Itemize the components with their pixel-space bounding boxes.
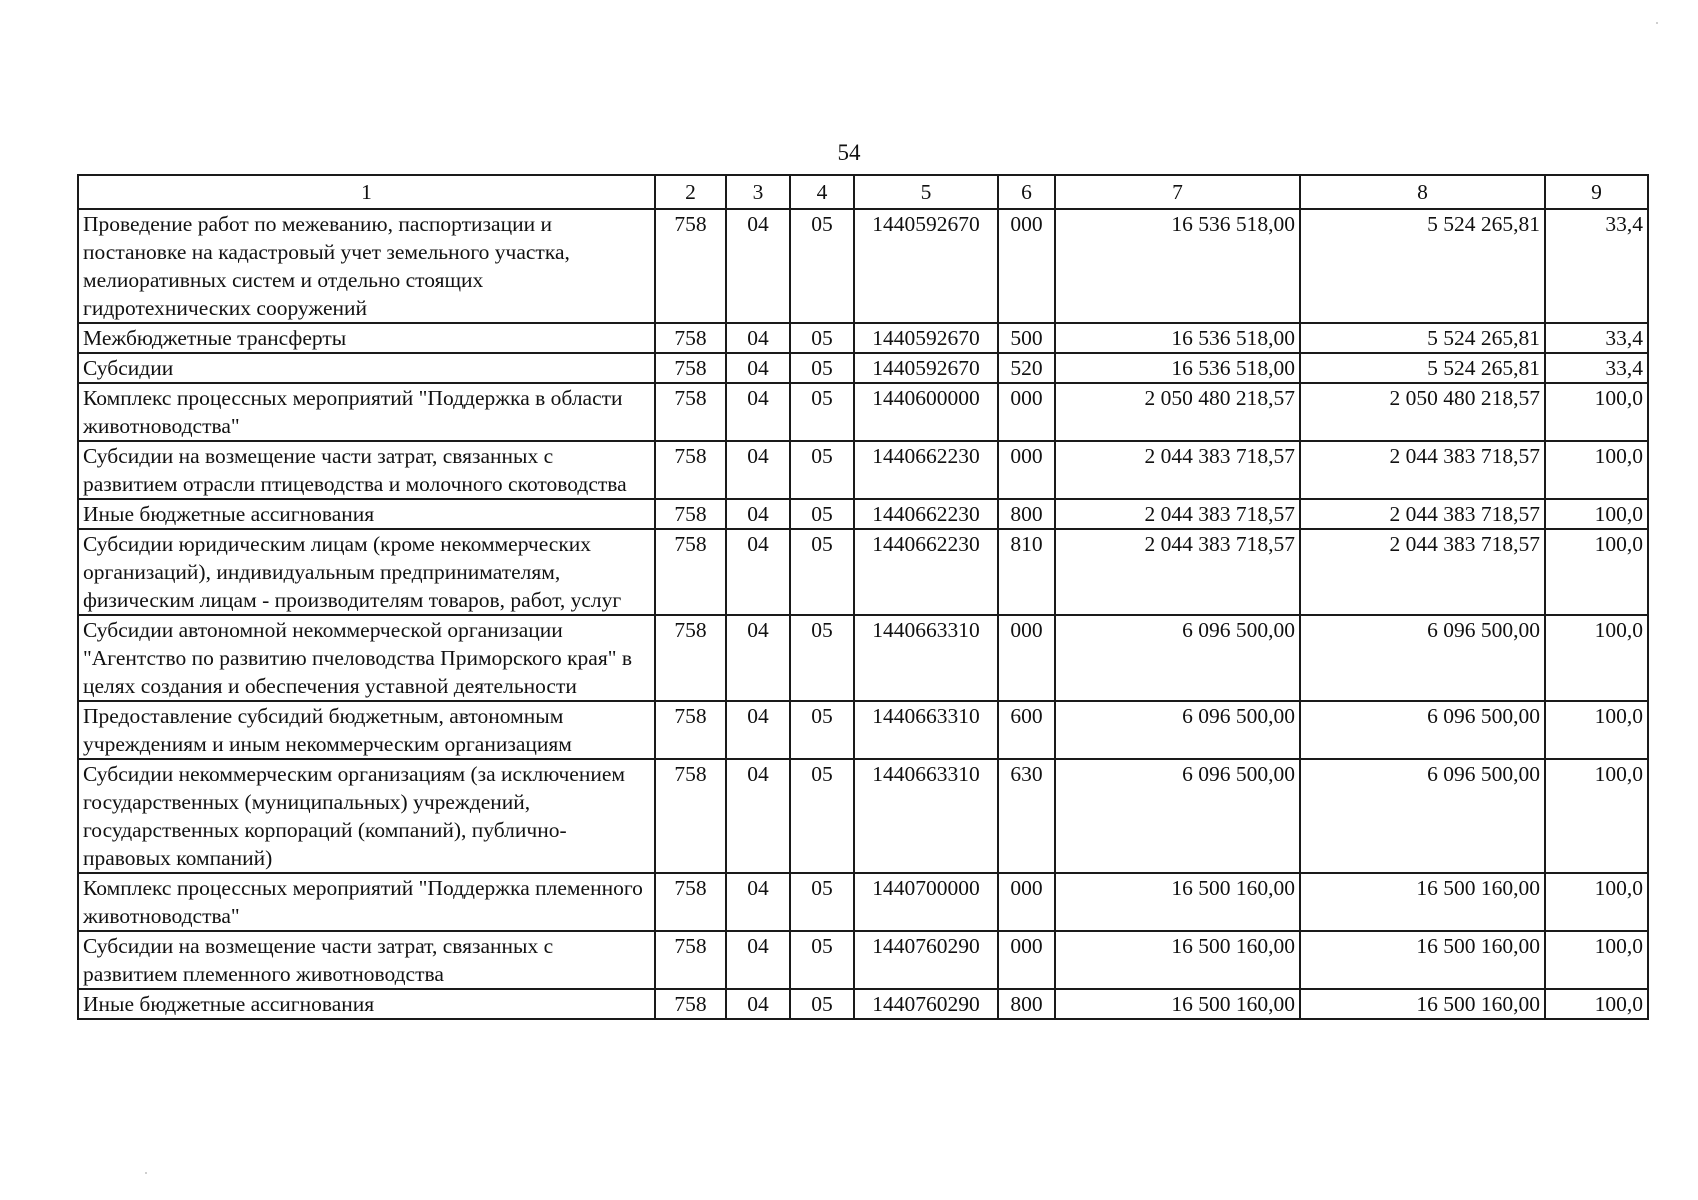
executed-amount: 6 096 500,00	[1300, 759, 1545, 873]
executed-amount: 6 096 500,00	[1300, 701, 1545, 759]
subsection-code: 05	[790, 615, 854, 701]
ministry-code: 758	[655, 383, 726, 441]
scan-speck	[1656, 22, 1658, 24]
planned-amount: 6 096 500,00	[1055, 615, 1300, 701]
item-name: Предоставление субсидий бюджетным, автономным учреждениям и иным некоммерческим организациям	[78, 701, 655, 759]
ministry-code: 758	[655, 529, 726, 615]
execution-percent: 100,0	[1545, 383, 1648, 441]
target-article-code: 1440663310	[854, 615, 998, 701]
planned-amount: 2 044 383 718,57	[1055, 529, 1300, 615]
execution-percent: 100,0	[1545, 441, 1648, 499]
table-row	[78, 873, 1648, 931]
target-article-code: 1440760290	[854, 989, 998, 1019]
subsection-code: 05	[790, 529, 854, 615]
ministry-code: 758	[655, 615, 726, 701]
item-name: Субсидии некоммерческим организациям (за исключением государственных (муниципальных) учреждений, государственных корпораций (компаний), публично-правовых компаний)	[78, 759, 655, 873]
expense-type-code: 000	[998, 615, 1055, 701]
target-article-code: 1440760290	[854, 931, 998, 989]
ministry-code: 758	[655, 873, 726, 931]
subsection-code: 05	[790, 931, 854, 989]
expense-type-code: 000	[998, 873, 1055, 931]
planned-amount: 2 044 383 718,57	[1055, 441, 1300, 499]
expense-type-code: 600	[998, 701, 1055, 759]
section-code: 04	[726, 499, 790, 529]
section-code: 04	[726, 989, 790, 1019]
target-article-code: 1440592670	[854, 209, 998, 323]
item-name: Иные бюджетные ассигнования	[78, 499, 655, 529]
expense-type-code: 000	[998, 209, 1055, 323]
planned-amount: 6 096 500,00	[1055, 759, 1300, 873]
expense-type-code: 000	[998, 441, 1055, 499]
ministry-code: 758	[655, 989, 726, 1019]
executed-amount: 5 524 265,81	[1300, 209, 1545, 323]
execution-percent: 100,0	[1545, 931, 1648, 989]
execution-percent: 33,4	[1545, 353, 1648, 383]
planned-amount: 16 536 518,00	[1055, 323, 1300, 353]
ministry-code: 758	[655, 209, 726, 323]
expense-type-code: 630	[998, 759, 1055, 873]
table-row	[78, 701, 1648, 759]
item-name: Субсидии юридическим лицам (кроме некоммерческих организаций), индивидуальным предпринимателям, физическим лицам - производителям товаров, работ, услуг	[78, 529, 655, 615]
expense-type-code: 520	[998, 353, 1055, 383]
column-header-4: 4	[790, 175, 854, 209]
table-row	[78, 323, 1648, 353]
subsection-code: 05	[790, 989, 854, 1019]
column-header-9: 9	[1545, 175, 1648, 209]
item-name: Субсидии на возмещение части затрат, связанных с развитием отрасли птицеводства и молочного скотоводства	[78, 441, 655, 499]
executed-amount: 2 044 383 718,57	[1300, 499, 1545, 529]
executed-amount: 2 044 383 718,57	[1300, 529, 1545, 615]
section-code: 04	[726, 701, 790, 759]
target-article-code: 1440662230	[854, 441, 998, 499]
expense-type-code: 800	[998, 989, 1055, 1019]
target-article-code: 1440662230	[854, 499, 998, 529]
ministry-code: 758	[655, 931, 726, 989]
section-code: 04	[726, 209, 790, 323]
expense-type-code: 800	[998, 499, 1055, 529]
section-code: 04	[726, 759, 790, 873]
item-name: Субсидии	[78, 353, 655, 383]
table-row	[78, 441, 1648, 499]
executed-amount: 5 524 265,81	[1300, 353, 1545, 383]
section-code: 04	[726, 615, 790, 701]
ministry-code: 758	[655, 323, 726, 353]
planned-amount: 16 500 160,00	[1055, 931, 1300, 989]
section-code: 04	[726, 873, 790, 931]
column-header-3: 3	[726, 175, 790, 209]
execution-percent: 100,0	[1545, 499, 1648, 529]
section-code: 04	[726, 931, 790, 989]
table-row	[78, 615, 1648, 701]
execution-percent: 100,0	[1545, 759, 1648, 873]
target-article-code: 1440663310	[854, 701, 998, 759]
table-row	[78, 759, 1648, 873]
subsection-code: 05	[790, 759, 854, 873]
table-row	[78, 353, 1648, 383]
section-code: 04	[726, 529, 790, 615]
executed-amount: 2 050 480 218,57	[1300, 383, 1545, 441]
target-article-code: 1440700000	[854, 873, 998, 931]
item-name: Иные бюджетные ассигнования	[78, 989, 655, 1019]
table-row	[78, 989, 1648, 1019]
subsection-code: 05	[790, 701, 854, 759]
planned-amount: 2 050 480 218,57	[1055, 383, 1300, 441]
planned-amount: 6 096 500,00	[1055, 701, 1300, 759]
planned-amount: 16 536 518,00	[1055, 209, 1300, 323]
ministry-code: 758	[655, 441, 726, 499]
ministry-code: 758	[655, 499, 726, 529]
expense-type-code: 000	[998, 383, 1055, 441]
item-name: Комплекс процессных мероприятий "Поддержка в области животноводства"	[78, 383, 655, 441]
subsection-code: 05	[790, 499, 854, 529]
subsection-code: 05	[790, 323, 854, 353]
budget-table	[77, 174, 1649, 1020]
column-header-7: 7	[1055, 175, 1300, 209]
execution-percent: 100,0	[1545, 873, 1648, 931]
column-header-1: 1	[78, 175, 655, 209]
executed-amount: 2 044 383 718,57	[1300, 441, 1545, 499]
column-header-2: 2	[655, 175, 726, 209]
execution-percent: 33,4	[1545, 209, 1648, 323]
expense-type-code: 000	[998, 931, 1055, 989]
table-row	[78, 931, 1648, 989]
section-code: 04	[726, 353, 790, 383]
ministry-code: 758	[655, 759, 726, 873]
execution-percent: 33,4	[1545, 323, 1648, 353]
column-header-6: 6	[998, 175, 1055, 209]
execution-percent: 100,0	[1545, 529, 1648, 615]
table-row	[78, 383, 1648, 441]
item-name: Субсидии на возмещение части затрат, связанных с развитием племенного животноводства	[78, 931, 655, 989]
planned-amount: 16 500 160,00	[1055, 989, 1300, 1019]
item-name: Межбюджетные трансферты	[78, 323, 655, 353]
target-article-code: 1440592670	[854, 353, 998, 383]
target-article-code: 1440600000	[854, 383, 998, 441]
item-name: Проведение работ по межеванию, паспортизации и постановке на кадастровый учет земельного участка, мелиоративных систем и отдельно стоящих гидротехнических сооружений	[78, 209, 655, 323]
expense-type-code: 500	[998, 323, 1055, 353]
executed-amount: 6 096 500,00	[1300, 615, 1545, 701]
page-number: 54	[837, 140, 861, 165]
executed-amount: 5 524 265,81	[1300, 323, 1545, 353]
scan-speck	[145, 1172, 147, 1174]
expense-type-code: 810	[998, 529, 1055, 615]
subsection-code: 05	[790, 873, 854, 931]
subsection-code: 05	[790, 441, 854, 499]
subsection-code: 05	[790, 383, 854, 441]
item-name: Субсидии автономной некоммерческой организации "Агентство по развитию пчеловодства Приморского края" в целях создания и обеспечения уставной деятельности	[78, 615, 655, 701]
section-code: 04	[726, 323, 790, 353]
ministry-code: 758	[655, 701, 726, 759]
column-header-8: 8	[1300, 175, 1545, 209]
executed-amount: 16 500 160,00	[1300, 873, 1545, 931]
item-name: Комплекс процессных мероприятий "Поддержка племенного животноводства"	[78, 873, 655, 931]
target-article-code: 1440592670	[854, 323, 998, 353]
table-row	[78, 529, 1648, 615]
ministry-code: 758	[655, 353, 726, 383]
subsection-code: 05	[790, 353, 854, 383]
column-header-5: 5	[854, 175, 998, 209]
executed-amount: 16 500 160,00	[1300, 931, 1545, 989]
planned-amount: 2 044 383 718,57	[1055, 499, 1300, 529]
planned-amount: 16 500 160,00	[1055, 873, 1300, 931]
target-article-code: 1440663310	[854, 759, 998, 873]
subsection-code: 05	[790, 209, 854, 323]
execution-percent: 100,0	[1545, 615, 1648, 701]
section-code: 04	[726, 441, 790, 499]
section-code: 04	[726, 383, 790, 441]
execution-percent: 100,0	[1545, 989, 1648, 1019]
planned-amount: 16 536 518,00	[1055, 353, 1300, 383]
header-row	[78, 175, 1648, 209]
table-row	[78, 209, 1648, 323]
execution-percent: 100,0	[1545, 701, 1648, 759]
executed-amount: 16 500 160,00	[1300, 989, 1545, 1019]
table-row	[78, 499, 1648, 529]
target-article-code: 1440662230	[854, 529, 998, 615]
